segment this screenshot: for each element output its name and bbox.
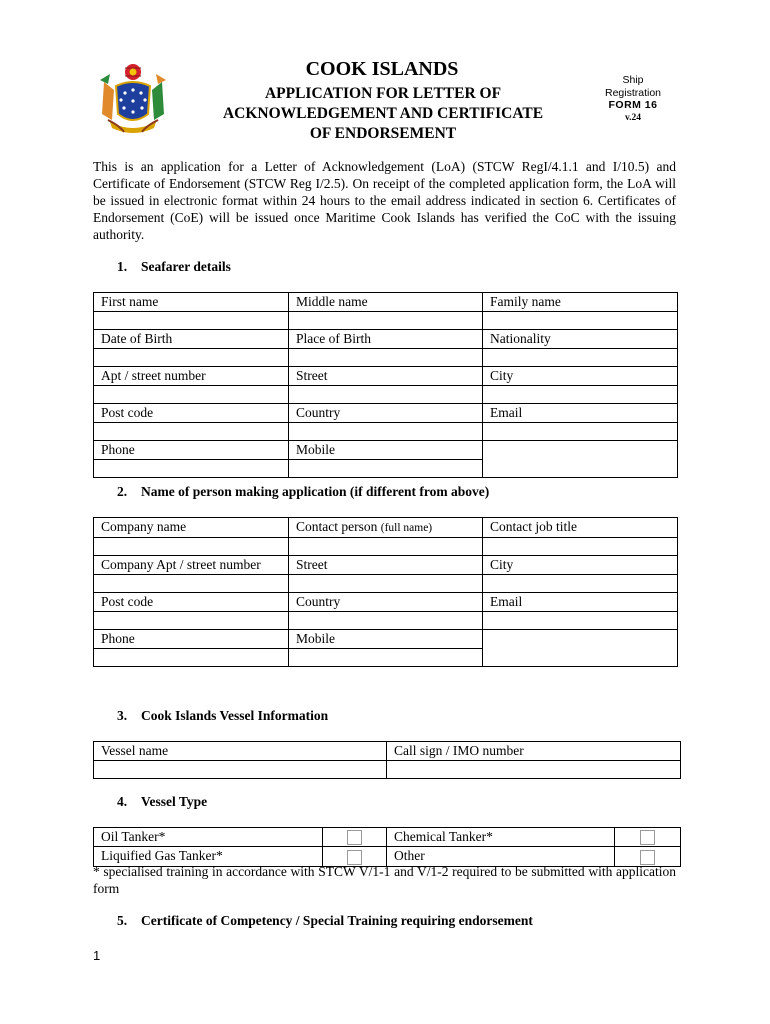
table-cell-label: Mobile <box>289 630 483 649</box>
table-cell-label: Mobile <box>289 441 483 460</box>
company-mobile-field[interactable] <box>289 649 483 667</box>
ship-registration-block <box>590 74 676 124</box>
vessel-type-label: Chemical Tanker* <box>387 828 615 847</box>
table-cell-label: Post code <box>94 593 289 612</box>
street-field[interactable] <box>289 386 483 404</box>
section-number: 2. <box>117 484 128 499</box>
email-field[interactable] <box>483 423 678 441</box>
table-cell-label: Post code <box>94 404 289 423</box>
company-email-field[interactable] <box>483 612 678 630</box>
city-field[interactable] <box>483 386 678 404</box>
table-cell-label: Company Apt / street number <box>94 556 289 575</box>
table-cell-label: Street <box>289 556 483 575</box>
empty-cell <box>483 630 678 667</box>
table-cell-label: City <box>483 367 678 386</box>
street-number-field[interactable] <box>94 386 289 404</box>
place-of-birth-field[interactable] <box>289 349 483 367</box>
table-cell-label: Date of Birth <box>94 330 289 349</box>
table-cell-label: First name <box>94 293 289 312</box>
subtitle-line: ACKNOWLEDGEMENT AND CERTIFICATE <box>222 105 544 122</box>
empty-cell <box>483 441 678 478</box>
table-cell-label: Nationality <box>483 330 678 349</box>
table-cell-label: Phone <box>94 630 289 649</box>
vessel-type-label: Other <box>387 847 615 866</box>
contact-job-title-field[interactable] <box>483 538 678 556</box>
table-cell-label: Phone <box>94 441 289 460</box>
seafarer-details-table <box>93 292 678 478</box>
oil-tanker-checkbox-cell[interactable] <box>323 828 387 847</box>
subtitle-line: OF ENDORSEMENT <box>309 125 457 142</box>
table-cell-label: Company name <box>94 518 289 538</box>
company-street-field[interactable] <box>289 575 483 593</box>
table-cell-label: Email <box>483 593 678 612</box>
table-cell-label: Call sign / IMO number <box>387 742 681 761</box>
company-city-field[interactable] <box>483 575 678 593</box>
table-cell-label: Contact job title <box>483 518 678 538</box>
table-cell-label: Apt / street number <box>94 367 289 386</box>
company-phone-field[interactable] <box>94 649 289 667</box>
company-name-field[interactable] <box>94 538 289 556</box>
company-post-code-field[interactable] <box>94 612 289 630</box>
document-subtitle <box>188 84 578 144</box>
section-title: Seafarer details <box>141 259 231 274</box>
section-heading-1 <box>117 259 231 275</box>
section-heading-4 <box>117 794 207 810</box>
page-number: 1 <box>93 948 101 963</box>
table-cell-label: Vessel name <box>94 742 387 761</box>
section-heading-2 <box>117 484 489 500</box>
ship-registration-label: Registration <box>604 86 662 99</box>
company-country-field[interactable] <box>289 612 483 630</box>
section-number: 4. <box>117 794 128 809</box>
country-field[interactable] <box>289 423 483 441</box>
vessel-type-table <box>93 827 681 867</box>
form-number: FORM 16 <box>608 99 658 111</box>
contact-person-label: Contact person <box>296 519 378 534</box>
vessel-type-label: Oil Tanker* <box>94 828 323 847</box>
section-heading-3 <box>117 708 328 724</box>
table-cell-label: Country <box>289 593 483 612</box>
table-cell-label: City <box>483 556 678 575</box>
nationality-field[interactable] <box>483 349 678 367</box>
document-title: COOK ISLANDS <box>305 58 459 80</box>
section-number: 5. <box>117 913 128 928</box>
applicant-details-table <box>93 517 678 667</box>
section-title: Vessel Type <box>141 794 208 809</box>
table-cell-label: Email <box>483 404 678 423</box>
table-cell-label: Street <box>289 367 483 386</box>
chemical-tanker-checkbox-cell[interactable] <box>615 828 681 847</box>
vessel-name-field[interactable] <box>94 761 387 779</box>
family-name-field[interactable] <box>483 312 678 330</box>
table-cell-label: Country <box>289 404 483 423</box>
vessel-type-label: Liquified Gas Tanker* <box>94 847 323 866</box>
call-sign-field[interactable] <box>387 761 681 779</box>
form-version: v.24 <box>624 112 642 123</box>
section-number: 1. <box>117 259 128 274</box>
ship-registration-label: Ship <box>622 74 644 86</box>
first-name-field[interactable] <box>94 312 289 330</box>
section-heading-5 <box>117 913 533 929</box>
section-title: Name of person making application (if different from above) <box>141 484 490 499</box>
vessel-info-table <box>93 741 681 779</box>
table-cell-label: Middle name <box>289 293 483 312</box>
section-number: 3. <box>117 708 128 723</box>
chemical-tanker-checkbox[interactable] <box>640 830 655 845</box>
phone-field[interactable] <box>94 460 289 478</box>
intro-paragraph: This is an application for a Letter of Acknowledgement (LoA) (STCW RegI/4.1.1 and I/10.5) and Certificate of Endorsement (STCW Reg I/2.5). On receipt of the completed application form, the LoA will be issued in electronic format within 24 hours to the email address indicated in section 6. Certificates of Endorsement (CoE) will be issued once Maritime Cook Islands has verified the CoC with the issuing authority. <box>93 159 676 242</box>
table-cell-label <box>289 518 483 538</box>
table-cell-label: Family name <box>483 293 678 312</box>
subtitle-line: APPLICATION FOR LETTER OF <box>264 85 502 102</box>
oil-tanker-checkbox[interactable] <box>347 830 362 845</box>
section-title: Cook Islands Vessel Information <box>141 708 329 723</box>
company-street-number-field[interactable] <box>94 575 289 593</box>
coat-of-arms-icon <box>94 62 172 140</box>
middle-name-field[interactable] <box>289 312 483 330</box>
date-of-birth-field[interactable] <box>94 349 289 367</box>
contact-person-field[interactable] <box>289 538 483 556</box>
mobile-field[interactable] <box>289 460 483 478</box>
table-cell-label: Place of Birth <box>289 330 483 349</box>
post-code-field[interactable] <box>94 423 289 441</box>
section-title: Certificate of Competency / Special Training requiring endorsement <box>141 913 533 928</box>
specialised-training-note: * specialised training in accordance with STCW V/1-1 and V/1-2 required to be submitted with application form <box>93 864 676 896</box>
contact-person-note: (full name) <box>380 522 433 534</box>
